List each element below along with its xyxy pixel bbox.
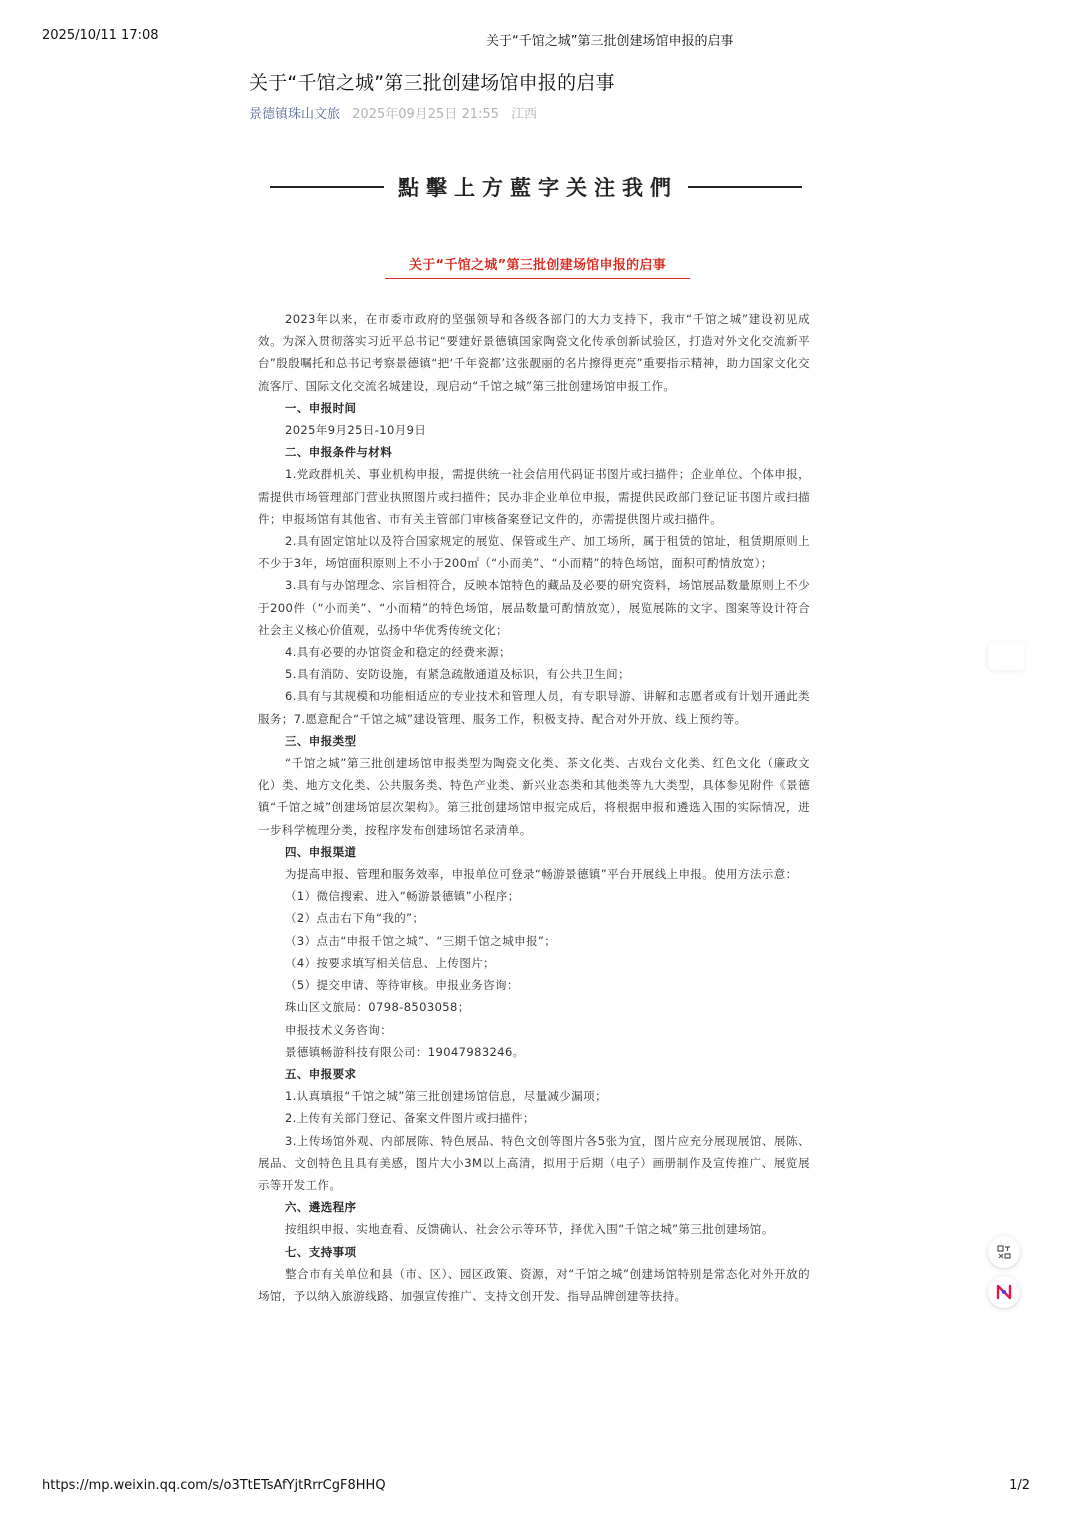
paragraph: 3.上传场馆外观、内部展陈、特色展品、特色文创等图片各5张为宜，图片应充分展现展馆、展陈、展品、文创特色且具有美感，图片大小3M以上高清，拟用于后期（电子）画册制作及宣传推广、展览展示等开发工作。 bbox=[258, 1133, 810, 1192]
translate-glyph bbox=[996, 1244, 1012, 1260]
section-heading: 七、支持事项 bbox=[285, 1244, 357, 1259]
section-heading: 三、申报类型 bbox=[285, 733, 357, 748]
print-page-number: 1/2 bbox=[1009, 1478, 1030, 1493]
paragraph: 2.具有固定馆址以及符合国家规定的展览、保管或生产、加工场所，属于租赁的馆址，租赁期原则上不少于3年，场馆面积原则上不小于200㎡（“小而美”、“小而精”的特色场馆，面积可酌情放宽）； bbox=[258, 534, 810, 571]
section-heading: 五、申报要求 bbox=[285, 1066, 357, 1081]
article-body bbox=[258, 308, 810, 1307]
ai-assistant-glyph bbox=[995, 1283, 1013, 1301]
section-heading: 六、遴选程序 bbox=[285, 1200, 357, 1215]
paragraph: 3.具有与办馆理念、宗旨相符合，反映本馆特色的藏品及必要的研究资料，场馆展品数量原则上不少于200件（“小而美”、“小而精”的特色场馆，展品数量可酌情放宽），展览展陈的文字、图案等设计符合社会主义核心价值观，弘扬中华优秀传统文化； bbox=[258, 578, 810, 637]
paragraph: 2023年以来，在市委市政府的坚强领导和各级各部门的大力支持下，我市“千馆之城”建设初见成效。为深入贯彻落实习近平总书记“要建好景德镇国家陶瓷文化传承创新试验区，打造对外文化交流新平台”殷殷嘱托和总书记考察景德镇“把‘千年瓷都’这张靓丽的名片擦得更亮”重要指示精神，助力国家文化交流客厅、国际文化交流名城建设，现启动“千馆之城”第三批创建场馆申报工作。 bbox=[258, 312, 810, 393]
paragraph: “千馆之城”第三批创建场馆申报类型为陶瓷文化类、茶文化类、古戏台文化类、红色文化（廉政文化）类、地方文化类、公共服务类、特色产业类、新兴业态类和其他类等九大类型，具体参见附件《景德镇“千馆之城”创建场馆层次架构》。第三批创建场馆申报完成后，将根据申报和遴选入围的实际情况，进一步科学梳理分类，按程序发布创建场馆名录清单。 bbox=[258, 756, 810, 837]
paragraph: 2.上传有关部门登记、备案文件图片或扫描件； bbox=[285, 1111, 535, 1126]
ai-assistant-icon[interactable] bbox=[988, 1276, 1020, 1308]
paragraph: （2）点击右下角“我的”； bbox=[285, 911, 425, 926]
publish-time: 2025年09月25日 21:55 bbox=[352, 107, 499, 122]
paragraph: 5.具有消防、安防设施，有紧急疏散通道及标识，有公共卫生间； bbox=[285, 667, 630, 682]
paragraph: 6.具有与其规模和功能相适应的专业技术和管理人员，有专职导游、讲解和志愿者或有计划开通此类服务；7.愿意配合“千馆之城”建设管理、服务工作，积极支持、配合对外开放、线上预约等。 bbox=[258, 689, 810, 726]
author-link[interactable]: 景德镇珠山文旅 bbox=[249, 107, 341, 122]
paragraph: 为提高申报、管理和服务效率，申报单位可登录“畅游景德镇”平台开展线上申报。使用方法示意： bbox=[285, 867, 798, 882]
paragraph: （4）按要求填写相关信息、上传图片； bbox=[285, 955, 496, 970]
paragraph: 景德镇畅游科技有限公司：19047983246。 bbox=[285, 1044, 525, 1059]
paragraph: 按组织申报、实地查看、反馈确认、社会公示等环节，择优入围“千馆之城”第三批创建场馆。 bbox=[285, 1222, 774, 1237]
paragraph: （3）点击“申报千馆之城”、“三期千馆之城申报”； bbox=[285, 933, 557, 948]
banner-rule-right bbox=[688, 186, 802, 188]
paragraph: 整合市有关单位和县（市、区）、园区政策、资源，对“千馆之城”创建场馆特别是常态化对外开放的场馆，予以纳入旅游线路、加强宣传推广、支持文创开发、指导品牌创建等扶持。 bbox=[258, 1266, 810, 1303]
section-heading: 二、申报条件与材料 bbox=[285, 445, 393, 460]
notice-title: 关于“千馆之城”第三批创建场馆申报的启事 bbox=[385, 254, 690, 279]
paragraph: 2025年9月25日-10月9日 bbox=[285, 423, 427, 438]
paragraph: 1.认真填报“千馆之城”第三批创建场馆信息，尽量减少漏项； bbox=[285, 1089, 607, 1104]
print-datetime: 2025/10/11 17:08 bbox=[42, 28, 159, 43]
paragraph: （5）提交申请、等待审核。申报业务咨询： bbox=[285, 978, 519, 993]
article-title: 关于“千馆之城”第三批创建场馆申报的启事 bbox=[249, 72, 615, 94]
follow-text: 點擊上方藍字关注我們 bbox=[398, 175, 678, 200]
print-header bbox=[0, 28, 1074, 48]
paragraph: 4.具有必要的办馆资金和稳定的经费来源； bbox=[285, 645, 511, 660]
paragraph: 申报技术义务咨询： bbox=[285, 1022, 393, 1037]
article-meta bbox=[249, 106, 811, 124]
section-heading: 四、申报渠道 bbox=[285, 844, 357, 859]
follow-banner bbox=[270, 172, 802, 202]
paragraph: 1.党政群机关、事业机构申报，需提供统一社会信用代码证书图片或扫描件；企业单位、个体申报，需提供市场管理部门营业执照图片或扫描件；民办非企业单位申报，需提供民政部门登记证书图片或扫描件；申报场馆有其他省、市有关主管部门审核备案登记文件的，亦需提供图片或扫描件。 bbox=[258, 467, 810, 526]
article-header bbox=[249, 70, 811, 124]
paragraph: 珠山区文旅局：0798-8503058； bbox=[285, 1000, 470, 1015]
publish-location: 江西 bbox=[511, 107, 538, 122]
translate-icon[interactable] bbox=[988, 1236, 1020, 1268]
print-page-title: 关于“千馆之城”第三批创建场馆申报的启事 bbox=[486, 34, 734, 49]
print-url: https://mp.weixin.qq.com/s/o3TtETsAfYjtRrrCgF8HHQ bbox=[42, 1478, 386, 1493]
paragraph: （1）微信搜索、进入“畅游景德镇”小程序； bbox=[285, 889, 520, 904]
side-panel-tab[interactable] bbox=[988, 642, 1024, 670]
section-heading: 一、申报时间 bbox=[285, 400, 357, 415]
banner-rule-left bbox=[270, 186, 384, 188]
